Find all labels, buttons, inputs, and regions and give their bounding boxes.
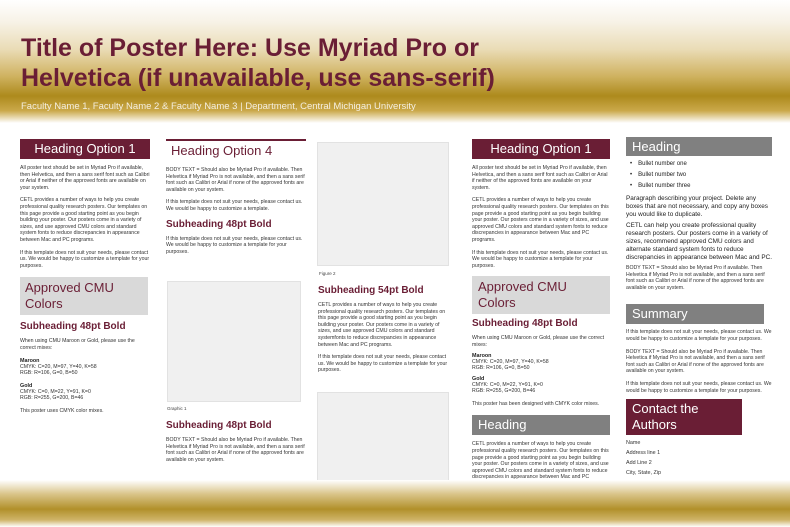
- contact-line: Address line 1: [626, 449, 661, 456]
- body-text: If this template does not suit your needs, please contact us. We would be happy to customize a template for your purposes.: [20, 249, 150, 269]
- body-text: CETL can help you create professional quality research posters. Our posters come in a variety of sizes, recommend approved CMU colors and alternate standard system fonts to reduce discrepancies in appearance between Mac and PC.: [626, 222, 773, 261]
- subheading: Subheading 48pt Bold: [20, 321, 126, 333]
- body-text: CETL provides a number of ways to help you create professional quality research posters. Our templates on this page provide a good starting point as you begin building your poster. Our posters come in a variety of sizes, and use approved CMU colors and standard systemfonts to reduce discrepancies in appearance between Mac and PC programs.: [318, 302, 446, 348]
- body-text: This poster has been designed with CMYK color mixes.: [472, 400, 600, 407]
- body-text: CETL provides a number of ways to help you create professional quality research posters. Our templates on this page provide a good starting point as you begin building your poster. Our posters come in a variety of sizes, and use approved CMU colors and standard system fonts to reduce discrepancies in appearance between Mac and PC programs.: [472, 197, 609, 243]
- column-2-bottom: [166, 420, 306, 463]
- poster-authors: Faculty Name 1, Faculty Name 2 & Faculty Name 3 | Department, Central Michigan University: [21, 101, 416, 112]
- body-text: CETL provides a number of ways to help you create professional quality research posters. Our templates on this page provide a good starting point as you begin building your poster. Our posters come in a variety of sizes, and use approved CMU colors and standard system fonts to reduce discrepancies in appearance between Mac and PC: [472, 441, 609, 481]
- section-heading: Heading Option 4: [166, 139, 306, 161]
- color-mix: RGB: R=106, G=0, B=50: [472, 365, 530, 372]
- subheading: Subheading 54pt Bold: [318, 285, 424, 296]
- body-text: When using CMU Maroon or Gold, please use the correct mixes:: [472, 335, 605, 348]
- section-heading: Summary: [626, 304, 764, 324]
- body-text: BODY TEXT = Should also be Myriad Pro if available. Then Helvetica if Myriad Pro is not available, and then a sans serif font such as Calibri or Arial if none of the approved fonts are available on your system.: [626, 348, 765, 375]
- body-text: This poster uses CMYK color mixes.: [20, 407, 104, 414]
- body-text: If this template does not suit your needs, please contact us. We would be happy to customize a template for your purposes.: [318, 354, 448, 374]
- poster-header: [0, 0, 790, 123]
- list-item: • Bullet number two: [626, 170, 772, 181]
- body-text: BODY TEXT = Should also be Myriad Pro if available. Then Helvetica if Myriad Pro is not available, and then a sans serif font such as Calibri or Arial if none of the approved fonts are available on your system.: [166, 167, 305, 193]
- bullet-list: [626, 159, 772, 192]
- body-text: All poster text should be set in Myriad Pro if available, then Helvetica, and then a sans serif font such as Calibri or Arial if neither of the approved fonts are available on your system.: [472, 165, 608, 191]
- column-2: [166, 139, 306, 255]
- subheading: Subheading 48pt Bold: [166, 420, 272, 431]
- body-text: If this template does not suit your needs, please contact us. We would be happy to customize a template for your purposes.: [626, 380, 772, 394]
- section-heading: Heading: [472, 415, 610, 435]
- subheading: Subheading 48pt Bold: [166, 218, 272, 230]
- body-text: BODY TEXT = Should also be Myriad Pro if available. Then Helvetica if Myriad Pro is not available, and then a sans serif font such as Calibri or Arial if none of the approved fonts are available on your system.: [626, 265, 765, 291]
- color-mix: CMYK: C=0, M=22, Y=91, K=0: [472, 381, 543, 388]
- body-text: If this template does not suit your needs, please contact us. We would be happy to customize a template for your purposes.: [472, 249, 609, 269]
- body-text: Paragraph describing your project. Delete any boxes that are not necessary, and copy any boxes you would like to duplicate.: [626, 195, 768, 218]
- body-text: If this template does not suit your needs, please contact us. We would be happy to customize a template for your purposes.: [166, 235, 303, 255]
- color-label-maroon: Maroon: [20, 357, 40, 364]
- section-heading: Approved CMU Colors: [20, 277, 148, 315]
- color-mix: CMYK: C=20, M=97, Y=40, K=58: [472, 358, 549, 365]
- figure-placeholder: [317, 392, 449, 481]
- section-heading: Approved CMU Colors: [472, 276, 610, 314]
- body-text: CETL provides a number of ways to help you create professional quality research posters. Our templates on this page provide a good starting point as you begin building your poster. Our posters come in a variety of sizes, and use approved CMU colors and standard system fonts to reduce discrepancies in appearance between Mac and PC programs.: [20, 197, 148, 243]
- graphic-caption: Graphic 1: [167, 406, 187, 411]
- color-mix: RGB: R=255, G=200, B=46: [20, 395, 84, 402]
- subheading: Subheading 48pt Bold: [472, 318, 578, 330]
- body-text: If this template does not suit your needs, please contact us. We would be happy to customize a template for your purposes.: [626, 329, 772, 342]
- color-mix: CMYK: C=0, M=22, Y=91, K=0: [20, 388, 91, 395]
- section-heading: Heading Option 1: [472, 139, 610, 159]
- column-3: [318, 285, 454, 374]
- list-item: • Bullet number three: [626, 181, 772, 192]
- color-label-maroon: Maroon: [472, 352, 492, 359]
- list-item: • Bullet number one: [626, 159, 772, 170]
- contact-line: Name: [626, 440, 641, 447]
- color-mix: CMYK: C=20, M=97, Y=40, K=58: [20, 363, 97, 370]
- section-heading: Heading Option 1: [20, 139, 150, 159]
- section-heading: Contact the Authors: [626, 399, 742, 435]
- contact-line: City, State, Zip: [626, 469, 661, 476]
- poster-footer: [0, 480, 790, 527]
- section-heading: Heading: [626, 137, 772, 156]
- column-1: [20, 139, 150, 414]
- body-text: BODY TEXT = Should also be Myriad Pro if available. Then Helvetica if Myriad Pro is not available, and then a sans serif font such as Calibri or Arial if none of the approved fonts are available on your system.: [166, 437, 305, 463]
- figure-placeholder: [317, 142, 449, 266]
- figure-caption: Figure 2: [319, 271, 336, 276]
- column-5: [626, 137, 772, 504]
- color-label-gold: Gold: [20, 382, 33, 389]
- body-text: If this template does not suit your needs, please contact us. We would be happy to customize a template.: [166, 199, 303, 212]
- poster-title: Title of Poster Here: Use Myriad Pro or Helvetica (if unavailable, use sans-serif): [21, 34, 495, 92]
- color-mix: RGB: R=106, G=0, B=50: [20, 370, 78, 377]
- body-text: All poster text should be set in Myriad Pro if available, then Helvetica, and then a sans serif font such as Calibri or Arial if neither of the approved fonts are available on your system.: [20, 165, 150, 191]
- column-4: [472, 139, 610, 488]
- graphic-placeholder: [167, 281, 301, 402]
- color-label-gold: Gold: [472, 375, 485, 382]
- body-text: When using CMU Maroon or Gold, please use the correct mixes:: [20, 338, 135, 351]
- color-mix: RGB: R=255, G=200, B=46: [472, 388, 536, 395]
- contact-line: Add Line 2: [626, 459, 652, 466]
